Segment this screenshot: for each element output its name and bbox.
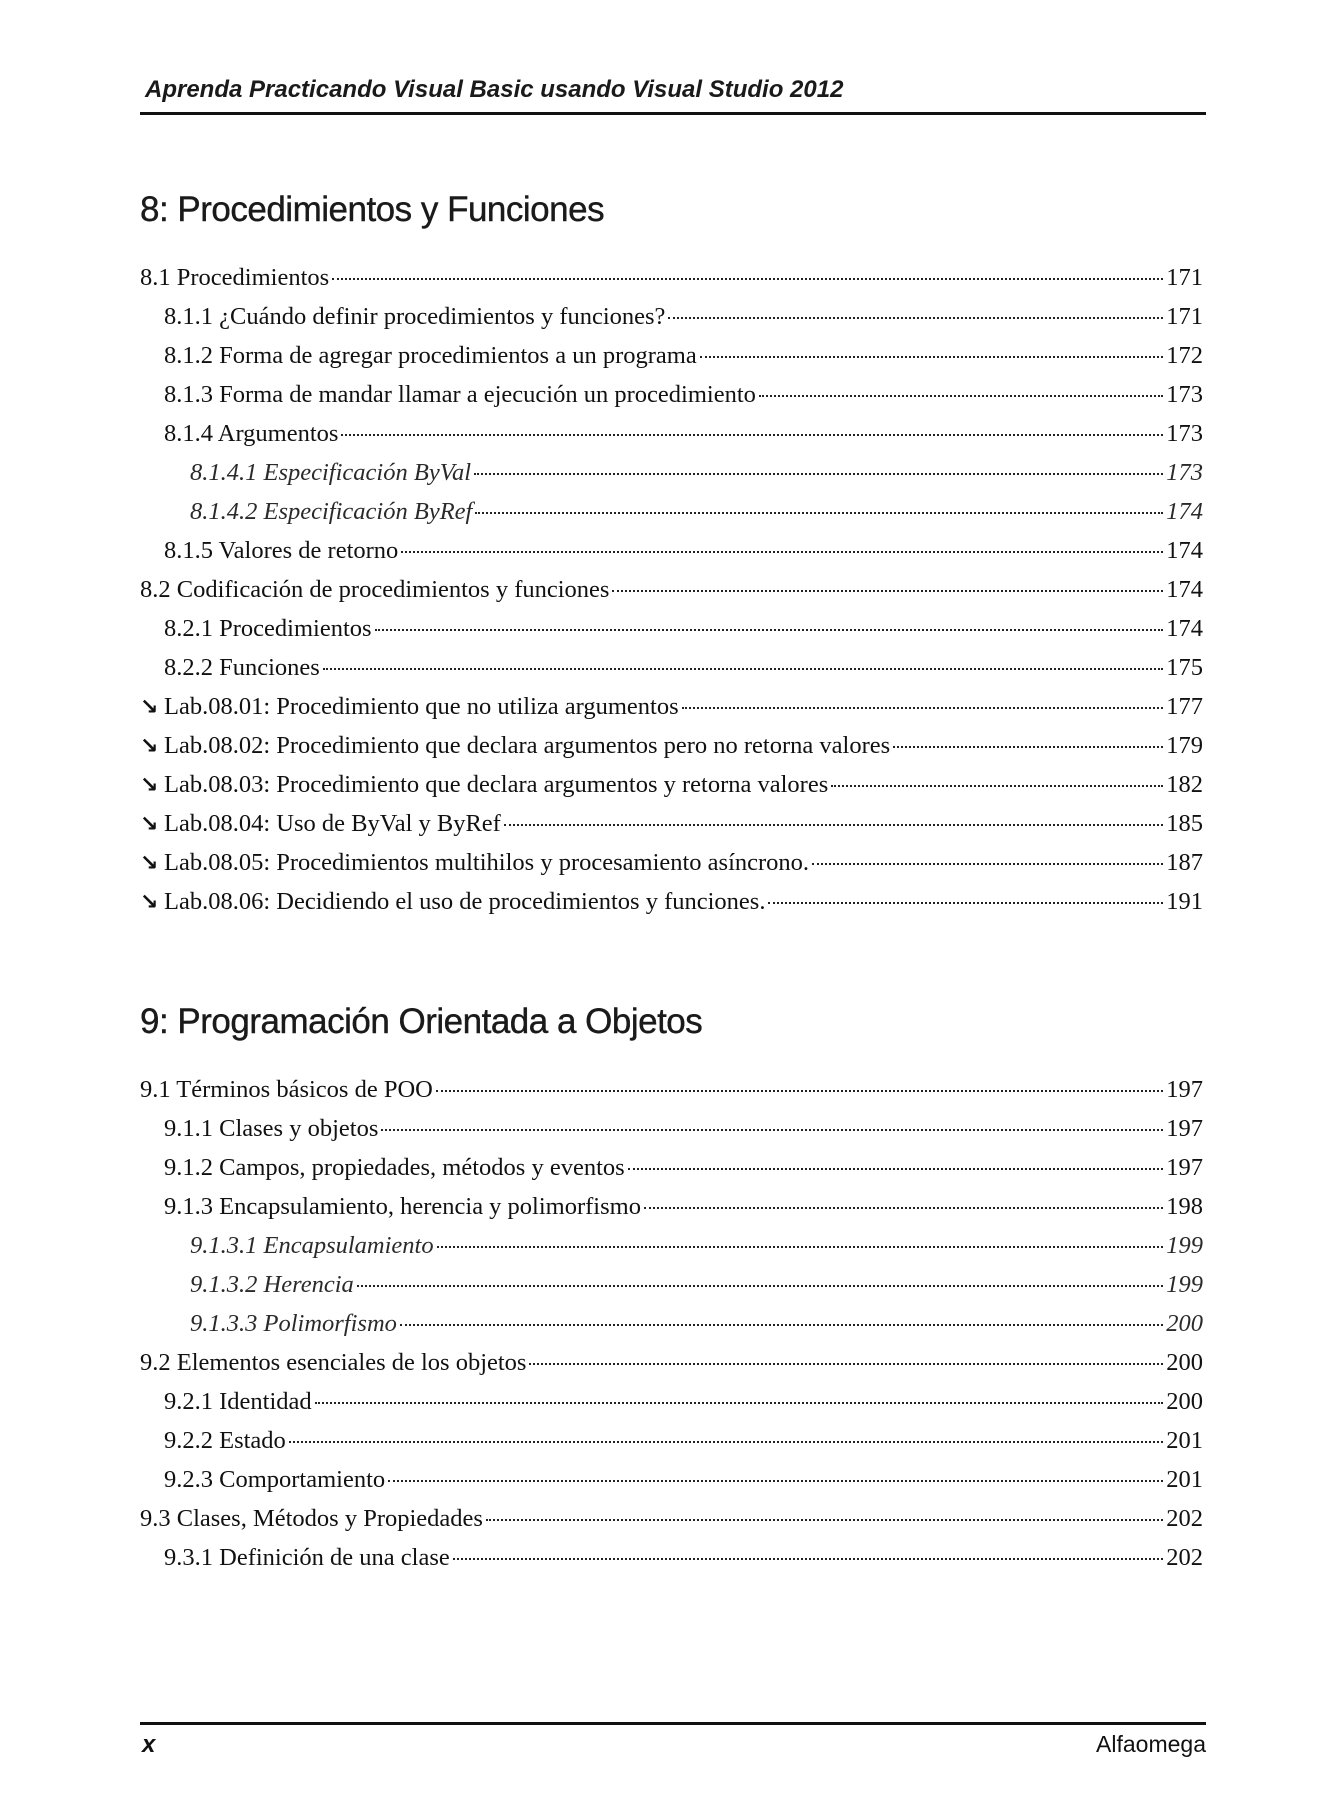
toc-entry-label: 9.1.1 Clases y objetos (164, 1115, 379, 1142)
toc-entry-label: 9.1.3.2 Herencia (190, 1271, 354, 1298)
header-rule (140, 112, 1206, 115)
toc-entry-page: 200 (1166, 1310, 1203, 1337)
running-title: Aprenda Practicando Visual Basic usando Visual Studio 2012 (145, 76, 844, 103)
toc-list (140, 258, 1203, 921)
toc-entry-page: 173 (1166, 381, 1203, 408)
toc-entry[interactable] (140, 648, 1203, 687)
toc-entry-page: 199 (1166, 1271, 1203, 1298)
toc-entry-label: 8.1.4.2 Especificación ByRef (190, 498, 473, 525)
toc-entry[interactable] (140, 297, 1203, 336)
toc-entry-page: 197 (1166, 1076, 1203, 1103)
toc-entry[interactable] (140, 1265, 1203, 1304)
diagonal-arrow-icon: ↘ (140, 734, 159, 759)
dot-leader (644, 1207, 1163, 1209)
toc-entry-label: Lab.08.03: Procedimiento que declara argumentos y retorna valores (164, 771, 829, 798)
dot-leader (682, 707, 1164, 709)
toc-entry-page: 199 (1166, 1232, 1203, 1259)
toc-entry-label: 9.2.2 Estado (164, 1427, 286, 1454)
toc-entry-page: 173 (1166, 420, 1203, 447)
toc-entry-page: 171 (1166, 303, 1203, 330)
dot-leader (375, 629, 1164, 631)
toc-entry-label: 8.1 Procedimientos (140, 264, 330, 291)
toc-entry-label: 9.3.1 Definición de una clase (164, 1544, 450, 1571)
page-footer (140, 1716, 1206, 1759)
toc-entry-page: 200 (1166, 1349, 1203, 1376)
toc-entry-page: 202 (1166, 1544, 1203, 1571)
toc-entry-page: 200 (1166, 1388, 1203, 1415)
dot-leader (289, 1441, 1163, 1443)
toc-lab-entry[interactable] (140, 882, 1203, 921)
toc-entry[interactable] (140, 414, 1203, 453)
toc-entry-label: 8.1.3 Forma de mandar llamar a ejecución un procedimiento (164, 381, 756, 408)
toc-entry-label: 8.1.1 ¿Cuándo definir procedimientos y funciones? (164, 303, 666, 330)
toc-lab-entry[interactable] (140, 843, 1203, 882)
dot-leader (341, 434, 1163, 436)
toc-entry-page: 177 (1166, 693, 1203, 720)
toc-entry[interactable] (140, 1460, 1203, 1499)
toc-entry-page: 185 (1166, 810, 1203, 837)
toc-entry-page: 171 (1166, 264, 1203, 291)
dot-leader (332, 278, 1163, 280)
dot-leader (700, 356, 1164, 358)
diagonal-arrow-icon: ↘ (140, 812, 159, 837)
toc-entry-label: 9.1 Términos básicos de POO (140, 1076, 433, 1103)
publisher-name: Alfaomega (1096, 1731, 1206, 1757)
toc-entry-label: 8.1.5 Valores de retorno (164, 537, 399, 564)
toc-entry-label: 9.1.3 Encapsulamiento, herencia y polimorfismo (164, 1193, 641, 1220)
toc-entry-page: 172 (1166, 342, 1203, 369)
page-header (140, 74, 1206, 115)
toc-entry-label: 8.1.4.1 Especificación ByVal (190, 459, 471, 486)
toc-entry[interactable] (140, 609, 1203, 648)
toc-entry-label: Lab.08.05: Procedimientos multihilos y procesamiento asíncrono. (164, 849, 810, 876)
toc-entry-page: 201 (1166, 1427, 1203, 1454)
toc-entry-label: 8.1.2 Forma de agregar procedimientos a un programa (164, 342, 697, 369)
toc-entry[interactable] (140, 1070, 1203, 1109)
dot-leader (612, 590, 1163, 592)
toc-entry[interactable] (140, 1538, 1203, 1577)
diagonal-arrow-icon: ↘ (140, 695, 159, 720)
toc-entry-label: 9.2.3 Comportamiento (164, 1466, 386, 1493)
dot-leader (357, 1285, 1164, 1287)
toc-lab-entry[interactable] (140, 804, 1203, 843)
dot-leader (474, 473, 1163, 475)
toc-entry[interactable] (140, 1382, 1203, 1421)
dot-leader (812, 863, 1163, 865)
toc-entry-page: 197 (1166, 1154, 1203, 1181)
chapter-title: 9: Programación Orientada a Objetos (140, 1002, 703, 1041)
toc-entry-label: 9.1.2 Campos, propiedades, métodos y eventos (164, 1154, 625, 1181)
dot-leader (759, 395, 1163, 397)
toc-entry-label: Lab.08.01: Procedimiento que no utiliza argumentos (164, 693, 679, 720)
chapter-9-section (140, 1000, 1203, 1577)
toc-entry-page: 182 (1166, 771, 1203, 798)
toc-entry[interactable] (140, 336, 1203, 375)
toc-entry[interactable] (140, 1421, 1203, 1460)
toc-entry-page: 174 (1166, 498, 1203, 525)
toc-entry-page: 202 (1166, 1505, 1203, 1532)
toc-lab-entry[interactable] (140, 765, 1203, 804)
toc-entry[interactable] (140, 1499, 1203, 1538)
toc-entry-label: Lab.08.06: Decidiendo el uso de procedimientos y funciones. (164, 888, 766, 915)
toc-entry-page: 197 (1166, 1115, 1203, 1142)
dot-leader (401, 551, 1163, 553)
toc-entry[interactable] (140, 492, 1203, 531)
toc-entry[interactable] (140, 1187, 1203, 1226)
footer-rule (140, 1722, 1206, 1725)
diagonal-arrow-icon: ↘ (140, 851, 159, 876)
diagonal-arrow-icon: ↘ (140, 890, 159, 915)
dot-leader (323, 668, 1163, 670)
toc-entry-label: 9.1.3.3 Polimorfismo (190, 1310, 397, 1337)
dot-leader (504, 824, 1163, 826)
dot-leader (768, 902, 1163, 904)
toc-entry-page: 201 (1166, 1466, 1203, 1493)
toc-entry-label: 8.1.4 Argumentos (164, 420, 339, 447)
toc-entry-label: 9.2.1 Identidad (164, 1388, 312, 1415)
toc-entry-page: 174 (1166, 576, 1203, 603)
toc-entry[interactable] (140, 1343, 1203, 1382)
footer-row (140, 1731, 1206, 1759)
diagonal-arrow-icon: ↘ (140, 773, 159, 798)
toc-entry-label: Lab.08.04: Uso de ByVal y ByRef (164, 810, 501, 837)
toc-entry-label: 9.3 Clases, Métodos y Propiedades (140, 1505, 483, 1532)
dot-leader (381, 1129, 1163, 1131)
toc-entry-page: 174 (1166, 537, 1203, 564)
toc-entry-page: 174 (1166, 615, 1203, 642)
toc-entry[interactable] (140, 1109, 1203, 1148)
dot-leader (475, 512, 1163, 514)
toc-lab-entry[interactable] (140, 726, 1203, 765)
toc-entry[interactable] (140, 375, 1203, 414)
dot-leader (388, 1480, 1163, 1482)
dot-leader (668, 317, 1163, 319)
toc-entry-label: 9.2 Elementos esenciales de los objetos (140, 1349, 527, 1376)
toc-entry[interactable] (140, 258, 1203, 297)
toc-entry-page: 187 (1166, 849, 1203, 876)
toc-entry[interactable] (140, 1226, 1203, 1265)
dot-leader (486, 1519, 1163, 1521)
toc-entry[interactable] (140, 531, 1203, 570)
toc-entry-page: 175 (1166, 654, 1203, 681)
toc-entry-label: 9.1.3.1 Encapsulamiento (190, 1232, 434, 1259)
toc-entry-label: 8.2.2 Funciones (164, 654, 320, 681)
toc-lab-entry[interactable] (140, 687, 1203, 726)
toc-entry-label: Lab.08.02: Procedimiento que declara argumentos pero no retorna valores (164, 732, 891, 759)
toc-entry[interactable] (140, 453, 1203, 492)
toc-entry-page: 198 (1166, 1193, 1203, 1220)
chapter-8-section (140, 188, 1203, 921)
dot-leader (628, 1168, 1164, 1170)
dot-leader (453, 1558, 1164, 1560)
page-number: x (142, 1731, 156, 1758)
toc-list (140, 1070, 1203, 1577)
toc-entry-label: 8.2 Codificación de procedimientos y funciones (140, 576, 610, 603)
dot-leader (436, 1090, 1163, 1092)
toc-entry-label: 8.2.1 Procedimientos (164, 615, 372, 642)
chapter-title: 8: Procedimientos y Funciones (140, 190, 605, 229)
toc-entry[interactable] (140, 1148, 1203, 1187)
dot-leader (400, 1324, 1163, 1326)
toc-entry-page: 173 (1166, 459, 1203, 486)
dot-leader (529, 1363, 1163, 1365)
dot-leader (315, 1402, 1164, 1404)
dot-leader (437, 1246, 1164, 1248)
dot-leader (893, 746, 1163, 748)
toc-entry[interactable] (140, 1304, 1203, 1343)
dot-leader (831, 785, 1163, 787)
toc-entry[interactable] (140, 570, 1203, 609)
toc-entry-page: 191 (1166, 888, 1203, 915)
toc-entry-page: 179 (1166, 732, 1203, 759)
